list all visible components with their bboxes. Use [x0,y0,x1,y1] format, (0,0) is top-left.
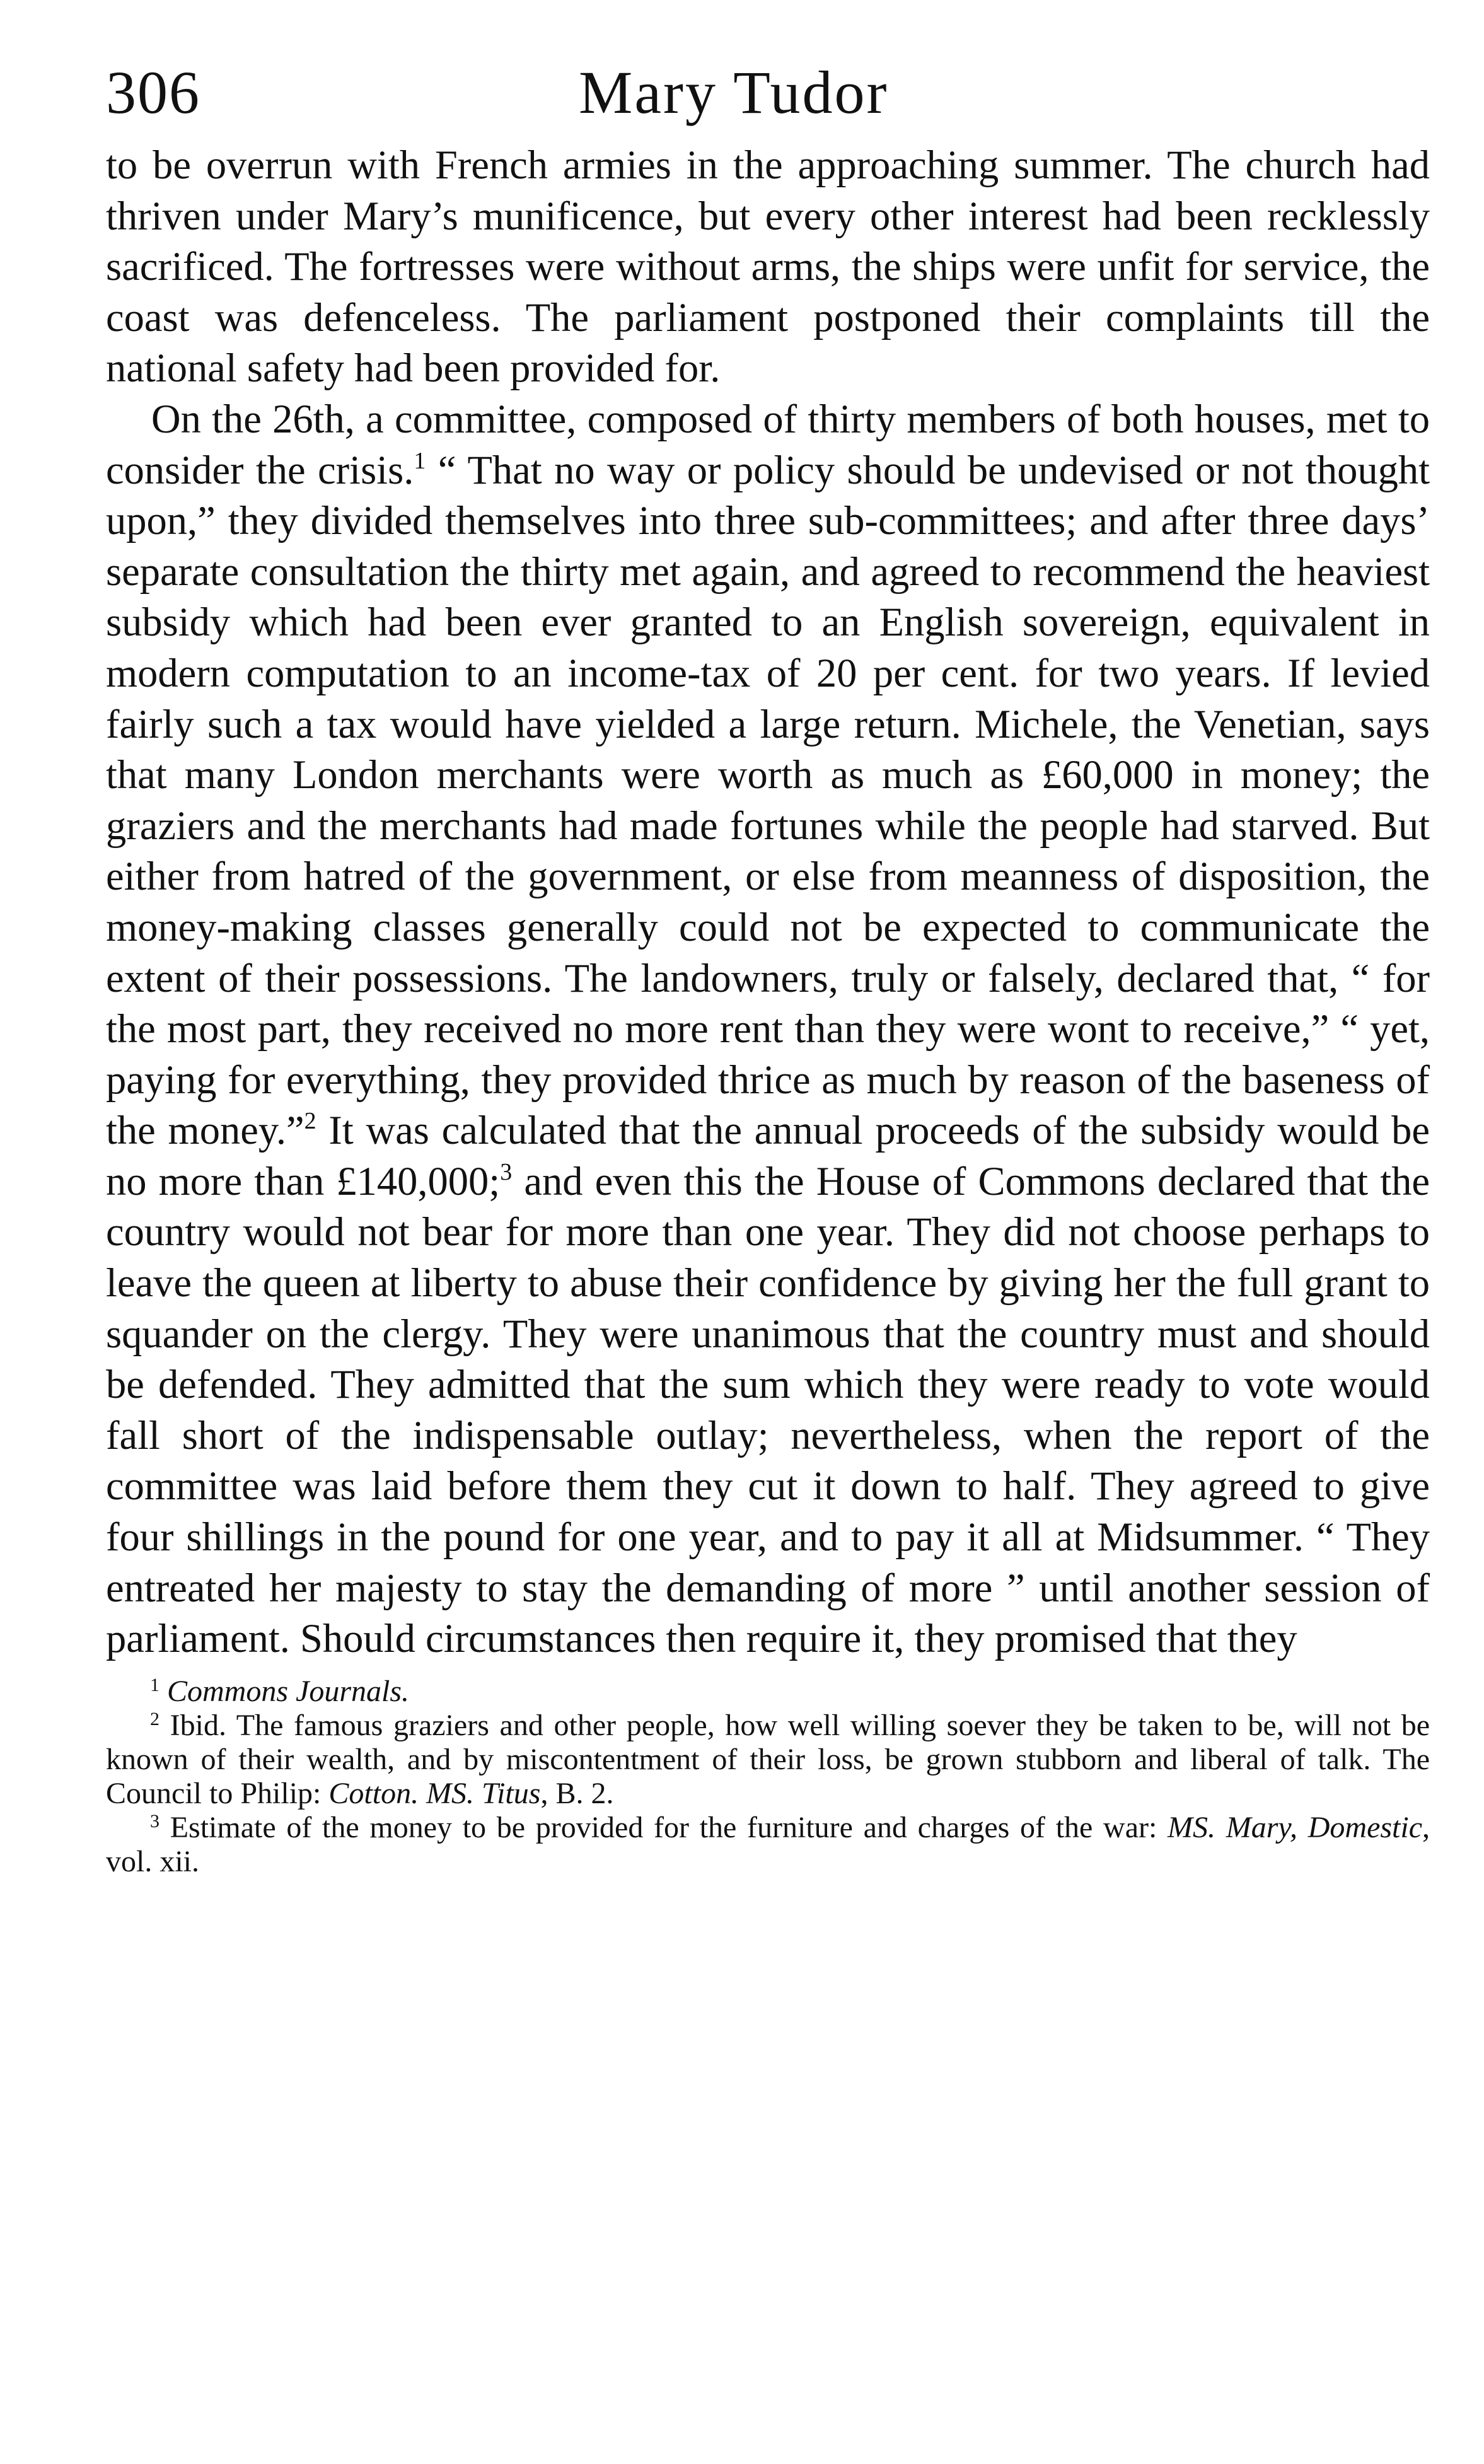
footnote-2-text-end: , B. 2. [540,1776,614,1810]
footnotes [106,1675,1430,1879]
footnote-1-text: Commons Journals. [167,1674,410,1708]
footnote-2-source: Cotton. MS. Titus [328,1776,541,1810]
footnote-2-mark: 2 [150,1708,159,1729]
running-title: Mary Tudor [579,59,889,126]
page-header [106,58,1430,140]
paragraph-2-part-d: and even this the House of Commons declared that the country would not bear for more than one year. They did not choose perhaps to leave the queen at liberty to abuse their confidence by giving her the full grant to squander on the clergy. They were unanimous that the country must and should be defended. They admitted that the sum which they were ready to vote would fall short of the indispensable outlay; nevertheless, when the report of the committee was laid before them they cut it down to half. They agreed to give four shillings in the pound for one year, and to pay it all at Midsummer. “ They entreated her majesty to stay the demanding of more ” until another session of parliament. Should circumstances then require it, they promised that they [106,1158,1430,1661]
paragraph-2-part-b: “ That no way or policy should be undevised or not thought upon,” they divided themselves into three sub-committees; and after three days’ separate consultation the thirty met again, and agreed to recommend the heaviest subsidy which had been ever granted to an English sovereign, equivalent in modern computation to an income-tax of 20 per cent. for two years. If levied fairly such a tax would have yielded a large return. Michele, the Venetian, says that many London merchants were worth as much as £60,000 in money; the graziers and the merchants had made fortunes while the people had starved. But either from hatred of the government, or else from meanness of disposition, the money-making classes generally could not be expected to communicate the extent of their possessions. The landowners, truly or falsely, declared that, “ for the most part, they received no more rent than they were wont to receive,” “ yet, paying for everything, they provided thrice as much by reason of the baseness of the money.” [106,447,1430,1153]
footnote-3-text: Estimate of the money to be provided for the furniture and charges of the war: [170,1810,1168,1844]
footnote-ref-1: 1 [414,447,426,474]
footnote-1 [106,1675,1430,1709]
paragraph-2 [106,394,1430,1665]
footnote-3-mark: 3 [150,1810,159,1832]
footnote-3-text-end: , vol. xii. [106,1810,1430,1878]
footnote-ref-2: 2 [304,1108,316,1135]
footnote-2-text: Ibid. The famous graziers and other people, how well willing soever they be taken to be, will not be known of their wealth, and by miscontentment of their loss, be grown stubborn and liberal of talk. The Council to Philip: [106,1708,1430,1810]
footnote-2 [106,1709,1430,1811]
page-number: 306 [106,59,200,126]
paragraph-2-part-a: On the 26th, a committee, composed of thirty members of both houses, met to consider the crisis. [106,396,1430,492]
footnote-3 [106,1811,1430,1879]
book-page [106,58,1430,1879]
main-text [106,140,1430,1665]
footnote-1-mark: 1 [150,1674,159,1695]
footnote-ref-3: 3 [500,1158,513,1185]
paragraph-2-part-c: It was calculated that the annual proceeds of the subsidy would be no more than £140,000; [106,1108,1430,1204]
paragraph-1: to be overrun with French armies in the approaching summer. The church had thriven under Mary’s munificence, but every other interest had been recklessly sacrificed. The fortresses were without arms, the ships were unfit for service, the coast was defenceless. The parliament postponed their complaints till the national safety had been provided for. [106,142,1430,391]
footnote-3-source: MS. Mary, Domestic [1168,1810,1423,1844]
